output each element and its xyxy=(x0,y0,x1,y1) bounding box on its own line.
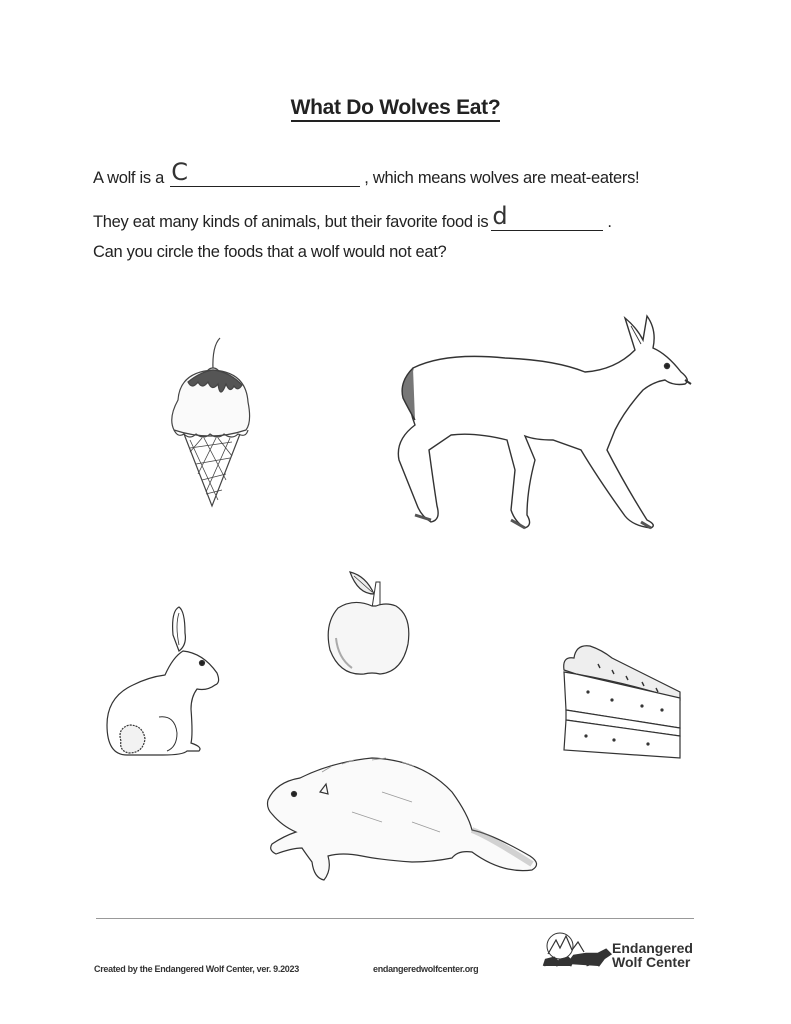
sentence-1-before: A wolf is a xyxy=(93,169,164,187)
instruction-circle: Can you circle the foods that a wolf would not eat? xyxy=(93,243,447,261)
deer-illustration[interactable] xyxy=(385,310,700,545)
sentence-carnivore xyxy=(93,158,640,188)
page-title-text: What Do Wolves Eat? xyxy=(291,96,501,122)
apple-illustration[interactable] xyxy=(324,568,414,683)
rabbit-illustration[interactable] xyxy=(103,605,228,760)
footer-website-link[interactable]: endangeredwolfcenter.org xyxy=(373,964,479,974)
cake-slice-illustration[interactable] xyxy=(552,640,687,765)
logo-wordmark xyxy=(612,941,693,969)
sentence-1-after: , which means wolves are meat-eaters! xyxy=(364,169,640,187)
logo-line-1: Endangered xyxy=(612,940,693,956)
page-title xyxy=(0,96,791,120)
beaver-illustration[interactable] xyxy=(262,752,542,887)
favorite-food-hint-letter: d xyxy=(492,202,508,230)
sentence-favorite-food xyxy=(93,202,612,232)
sentence-2-before: They eat many kinds of animals, but their favorite food is xyxy=(93,213,489,231)
footer-credit: Created by the Endangered Wolf Center, ver. 9.2023 xyxy=(94,964,299,974)
carnivore-blank[interactable] xyxy=(170,158,360,187)
favorite-food-blank[interactable] xyxy=(491,202,603,231)
carnivore-hint-letter: C xyxy=(171,158,188,186)
sentence-2-after: . xyxy=(607,213,612,231)
ice-cream-cone-illustration[interactable] xyxy=(160,330,260,515)
footer-divider xyxy=(96,918,694,919)
logo-line-2: Wolf Center xyxy=(612,954,691,970)
